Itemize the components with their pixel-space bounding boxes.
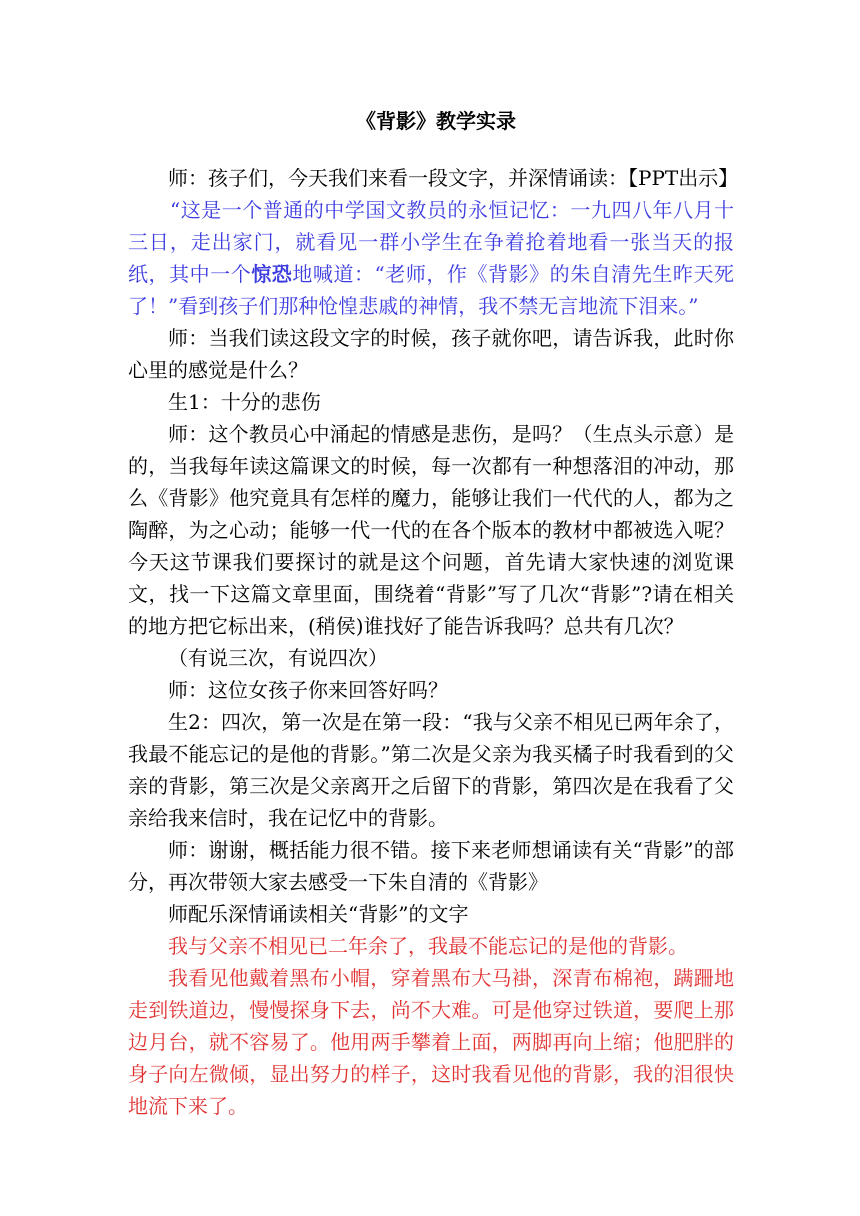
paragraph-teacher-explain: 师：这个教员心中涌起的情感是悲伤，是吗？（生点头示意）是的，当我每年读这篇课文的时候，每一次都有一种想落泪的冲动，那么《背影》他究竟具有怎样的魔力，能够让我们一代代的人，都为之陶醉，为之心动；能够一代一代的在各个版本的教材中都被选入呢？今天这节课我们要探讨的就是这个问题，首先请大家快速的浏览课文，找一下这篇文章里面，围绕着“背影”写了几次“背影”?请在相关的地方把它标出来，(稍侯)谁找好了能告诉我吗？总共有几次？ xyxy=(128,422,734,638)
paragraph-student-1: 生1：十分的悲伤 xyxy=(168,390,321,414)
paragraph-class-response: （有说三次，有说四次） xyxy=(168,646,388,670)
paragraph-excerpt-1: 我与父亲不相见已二年余了，我最不能忘记的是他的背影。 xyxy=(168,934,688,958)
paragraph-quoted-memory xyxy=(128,194,734,322)
paragraph-student-2: 生2：四次，第一次是在第一段：“我与父亲不相见已两年余了，我最不能忘记的是他的背影。”第二次是父亲为我买橘子时我看到的父亲的背影，第三次是父亲离开之后留下的背影，第四次是在我看了父亲给我来信时，我在记忆中的背影。 xyxy=(128,710,734,830)
quote-segment-emphasis: 惊恐 xyxy=(251,262,293,286)
paragraph-excerpt-2: 我看见他戴着黑布小帽，穿着黑布大马褂，深青布棉袍，蹒跚地走到铁道边，慢慢探身下去，尚不大难。可是他穿过铁道，要爬上那边月台，就不容易了。他用两手攀着上面，两脚再向上缩；他肥胖的身子向左微倾，显出努力的样子，这时我看见他的背影，我的泪很快地流下来了。 xyxy=(128,966,734,1118)
paragraph-teacher-intro: 师：孩子们，今天我们来看一段文字，并深情诵读：【PPT出示】 xyxy=(168,166,739,190)
paragraph-teacher-question: 师：当我们读这段文字的时候，孩子就你吧，请告诉我，此时你心里的感觉是什么？ xyxy=(128,326,734,382)
paragraph-teacher-thanks: 师：谢谢，概括能力很不错。接下来老师想诵读有关“背影”的部分，再次带领大家去感受一下朱自清的《背影》 xyxy=(128,838,734,894)
quote-segment-1: “这是一个普通的中学国文教员的永恒记忆：一九四八年八月十三日，走出家门，就看见一群小学生在争着抢着地看一张当天的报纸，其中一个 xyxy=(128,198,734,286)
document-title: 《背影》教学实录 xyxy=(356,109,516,133)
paragraph-reading-intro: 师配乐深情诵读相关“背影”的文字 xyxy=(168,902,469,926)
paragraph-teacher-call: 师：这位女孩子你来回答好吗？ xyxy=(168,678,448,702)
quote-segment-2: 地喊道：“老师，作《背影》的朱自清先生昨天死了！”看到孩子们那种怆惶悲戚的神情，我不禁无言地流下泪来。” xyxy=(128,262,735,318)
document-page xyxy=(128,104,739,1122)
